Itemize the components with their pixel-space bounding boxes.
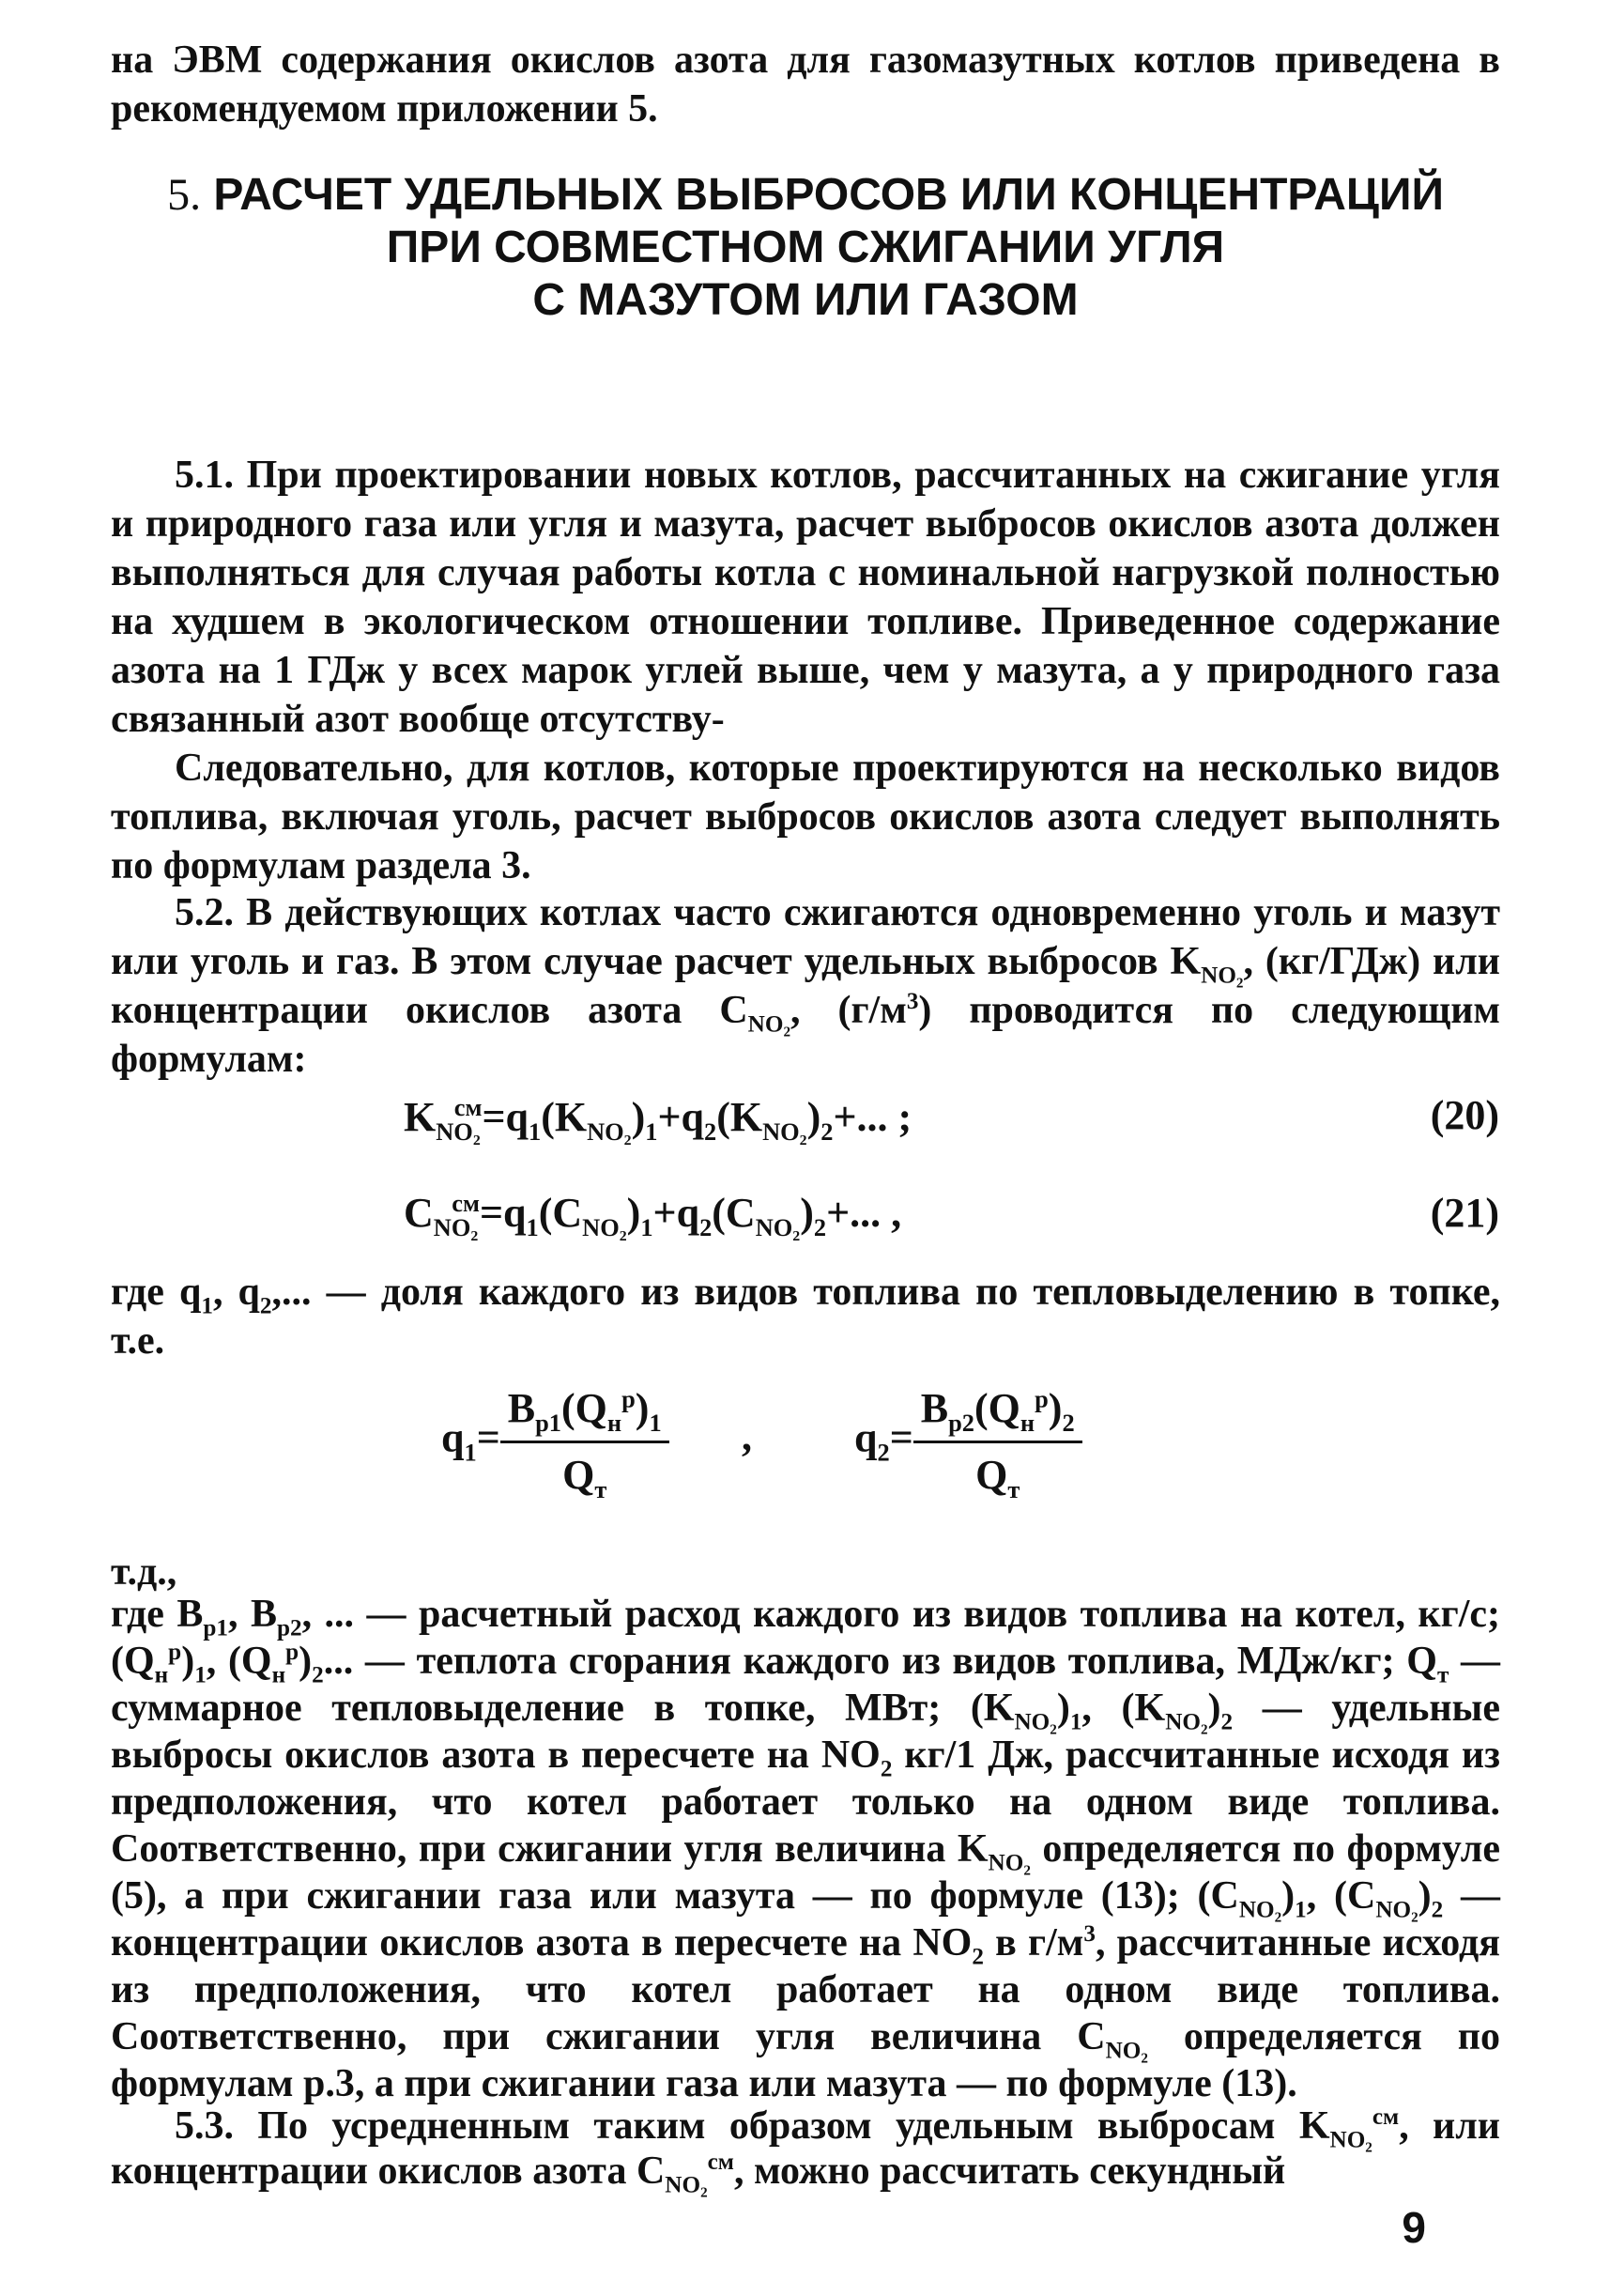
equation-number-21: (21) — [1430, 1190, 1499, 1236]
equation-number-20: (20) — [1430, 1092, 1499, 1138]
section-title-line-2: ПРИ СОВМЕСТНОМ СЖИГАНИИ УГЛЯ — [386, 223, 1225, 272]
section-title-line-1: 5. РАСЧЕТ УДЕЛЬНЫХ ВЫБРОСОВ ИЛИ КОНЦЕНТРАЦИЙ — [167, 170, 1444, 220]
intro-paragraph: на ЭВМ содержания окислов азота для газомазутных котлов приведена в рекомендуемом приложении 5. — [111, 39, 1500, 131]
fraction-q2: $\frac{B_{р2}(Q_н^р)_2}{Q_т}$ — [913, 1380, 1082, 1503]
paragraph-5-2: 5.2. В действующих котлах часто сжигаются одновременно уголь и мазут или уголь и газ. В этом случае расчет удельных выбросов $K_{NO_2}$, (кг/ГДж) или концентрации окислов азота $C_{NO_2}$, $(г/м^3)$ проводится по следующим формулам: — [111, 891, 1501, 1081]
definitions-paragraph: где $B_{р1}$, $B_{р2}$, ... — расчетный расход каждого из видов топлива на котел, кг/с; $(Q_н^р)_1$, $(Q_н^р)_2$... — теплота сгорания каждого из видов топлива, МДж/кг; $Q_т$ — суммарное тепловыделение в топке, МВт; $(K_{NO_2})_1$, $(K_{NO_2})_2$ — удельные выбросы окислов азота в пересчете на $NO_2$ кг/1 Дж, рассчитанные исходя из предположения, что котел работает только на одном виде топлива. Соответственно, при сжигании угля величина $K_{NO_2}$ определяется по формуле (5), а при сжигании газа или мазута — по формуле (13); $(C_{NO_2})_1$, $(C_{NO_2})_2$ — концентрации окислов азота в пересчете на $NO_2$ в $г/м^3$, рассчитанные исходя из предположения, что котел работает на одном виде топлива. Соответственно, при сжигании угля величина $C_{NO_2}$ определяется по формулам р.3, а при сжигании газа или мазута — по формуле (13). — [111, 1593, 1501, 2105]
section-number: 5. — [167, 170, 202, 220]
paragraph-5-1: 5.1. При проектировании новых котлов, рассчитанных на сжигание угля и природного газа или угля и мазута, расчет выбросов окислов азота должен выполняться для случая работы котла с номинальной нагрузкой полностью на худшем в экологическом отношении топливе. Приведенное содержание азота на 1 ГДж у всех марок углей выше, чем у мазута, а у природного газа связанный азот вообще отсутству- — [111, 454, 1500, 741]
formula-q2: $q_2=$ $\frac{B_{р2}(Q_н^р)_2}{Q_т}$ — [854, 1380, 1082, 1503]
definition-q: где $q_1$, $q_2$,... — доля каждого из видов топлива по тепловыделению в топке, т.е. — [111, 1271, 1500, 1363]
formula-21: $C_{NO_2}^{см}=q_1(C_{NO_2})_1+q_2(C_{NO_2})_2+$... , — [404, 1189, 902, 1241]
section-title-line-3: С МАЗУТОМ ИЛИ ГАЗОМ — [532, 275, 1079, 325]
fraction-q1: $\frac{B_{р1}(Q_н^р)_1}{Q_т}$ — [500, 1380, 669, 1503]
paragraph-5-3: 5.3. По усредненным таким образом удельным выбросам $K_{NO_2}^{см}$, или концентрации окислов азота $C_{NO_2}^{см}$, можно рассчитать секундный — [111, 2104, 1500, 2198]
page-number: 9 — [1402, 2203, 1426, 2252]
text-td: т.д., — [111, 1550, 177, 1594]
formula-20: $K_{NO_2}^{см}=q_1(K_{NO_2})_1+q_2(K_{NO_2})_2+$... ; — [404, 1093, 912, 1146]
section-heading — [111, 169, 1500, 327]
formula-q1: $q_1=$ $\frac{B_{р1}(Q_н^р)_1}{Q_т}$ — [441, 1380, 669, 1503]
formula-comma: , — [742, 1413, 752, 1459]
paragraph-5-1-continued: Следовательно, для котлов, которые проектируются на несколько видов топлива, включая уголь, расчет выбросов окислов азота следует выполнять по формулам раздела 3. — [111, 747, 1500, 887]
